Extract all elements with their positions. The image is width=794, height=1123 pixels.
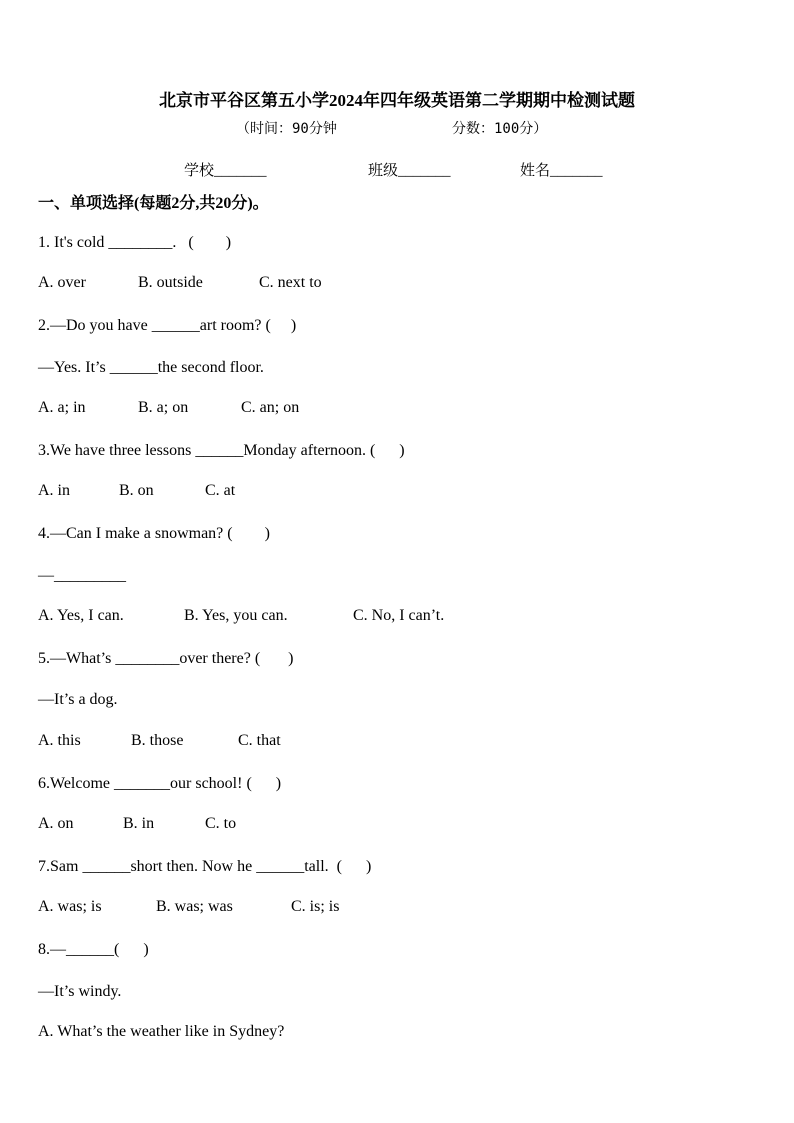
q7-option-c[interactable]: C. is; is bbox=[291, 898, 340, 915]
q1-option-b[interactable]: B. outside bbox=[138, 274, 203, 291]
q5-option-a[interactable]: A. this bbox=[38, 732, 81, 749]
q3-option-c[interactable]: C. at bbox=[205, 482, 236, 499]
q5-option-b[interactable]: B. those bbox=[131, 732, 184, 749]
question-5: 5.—What’s ________over there? ( ) bbox=[38, 650, 294, 667]
q1-option-a[interactable]: A. over bbox=[38, 274, 86, 291]
q1-option-c[interactable]: C. next to bbox=[259, 274, 322, 291]
q7-option-b[interactable]: B. was; was bbox=[156, 898, 233, 915]
q2-option-c[interactable]: C. an; on bbox=[241, 399, 300, 416]
q6-option-c[interactable]: C. to bbox=[205, 815, 237, 832]
question-6: 6.Welcome _______our school! ( ) bbox=[38, 775, 282, 792]
q3-option-b[interactable]: B. on bbox=[119, 482, 154, 499]
q8-option-a[interactable]: A. What’s the weather like in Sydney? bbox=[38, 1023, 285, 1040]
question-7: 7.Sam ______short then. Now he ______tall. ( ) bbox=[38, 858, 372, 875]
class-field[interactable]: 班级_______ bbox=[368, 163, 451, 179]
exam-score: 分数：100分） bbox=[452, 121, 548, 137]
q6-option-b[interactable]: B. in bbox=[123, 815, 155, 832]
q7-option-a[interactable]: A. was; is bbox=[38, 898, 102, 915]
q6-option-a[interactable]: A. on bbox=[38, 815, 74, 832]
question-8: 8.—______( ) bbox=[38, 941, 149, 958]
question-8-line-2: —It’s windy. bbox=[38, 983, 122, 1000]
q4-option-b[interactable]: B. Yes, you can. bbox=[184, 607, 288, 624]
q4-option-c[interactable]: C. No, I can’t. bbox=[353, 607, 445, 624]
name-field[interactable]: 姓名_______ bbox=[520, 163, 603, 179]
q3-option-a[interactable]: A. in bbox=[38, 482, 70, 499]
question-3: 3.We have three lessons ______Monday afternoon. ( ) bbox=[38, 442, 405, 459]
section-title: 一、单项选择(每题2分,共20分)。 bbox=[38, 195, 269, 212]
question-2-line-2: —Yes. It’s ______the second floor. bbox=[38, 359, 264, 376]
q2-option-b[interactable]: B. a; on bbox=[138, 399, 189, 416]
question-5-line-2: —It’s a dog. bbox=[38, 691, 118, 708]
q2-option-a[interactable]: A. a; in bbox=[38, 399, 86, 416]
q4-option-a[interactable]: A. Yes, I can. bbox=[38, 607, 124, 624]
question-4: 4.—Can I make a snowman? ( ) bbox=[38, 525, 270, 542]
page-title: 北京市平谷区第五小学2024年四年级英语第二学期期中检测试题 bbox=[159, 91, 635, 110]
question-2: 2.—Do you have ______art room? ( ) bbox=[38, 317, 297, 334]
question-4-line-2: —_________ bbox=[38, 567, 126, 584]
school-field[interactable]: 学校_______ bbox=[184, 163, 267, 179]
exam-time: （时间：90分钟 bbox=[236, 121, 337, 137]
question-1: 1. It's cold ________. ( ) bbox=[38, 234, 232, 251]
q5-option-c[interactable]: C. that bbox=[238, 732, 281, 749]
